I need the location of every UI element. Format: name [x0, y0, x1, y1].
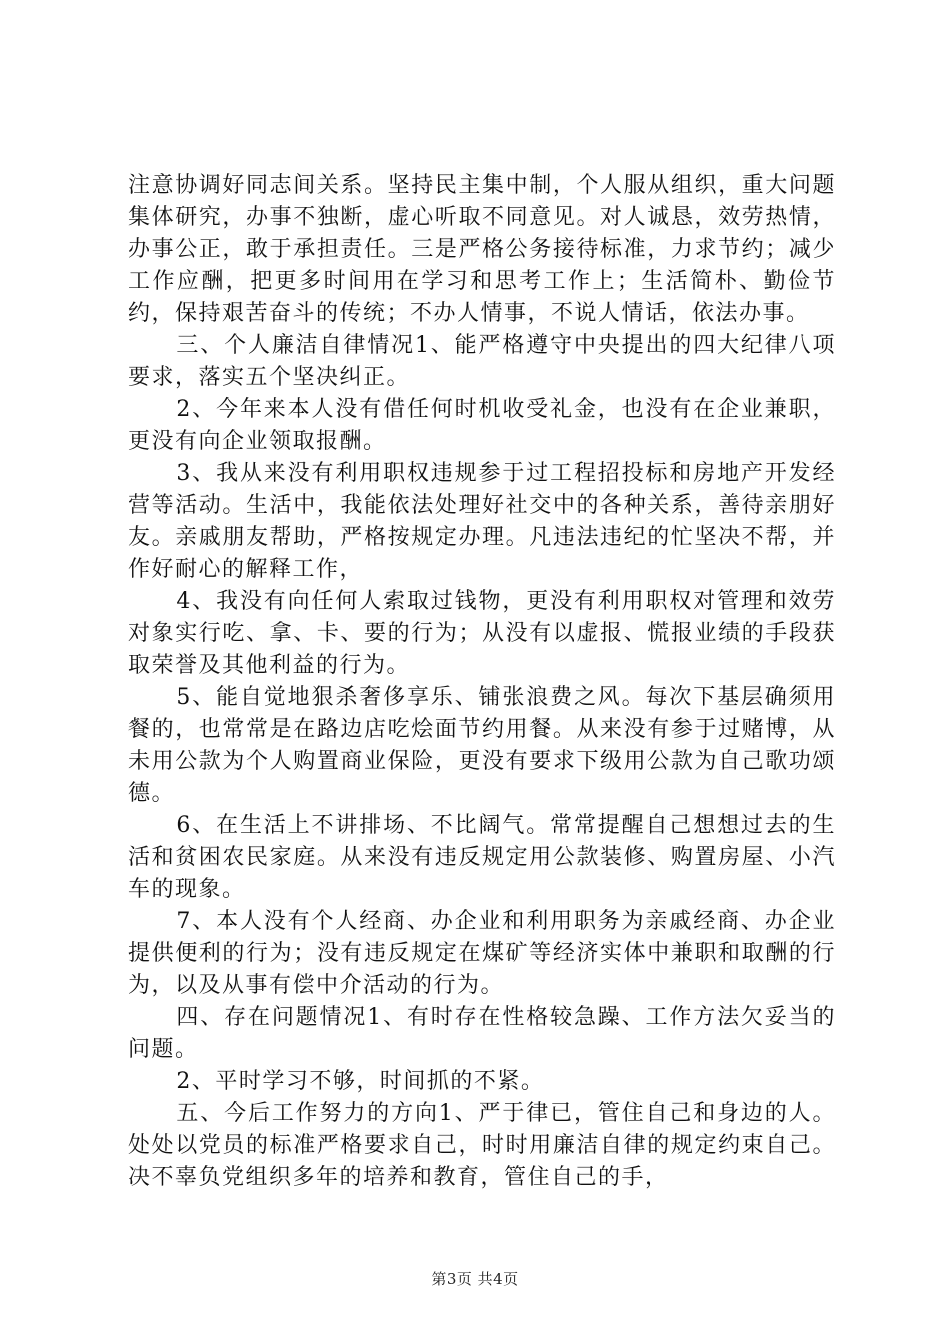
paragraph-item-3: 3、我从来没有利用职权违规参于过工程招投标和房地产开发经营等活动。生活中，我能依法处理好社交中的各种关系，善待亲朋好友。亲戚朋友帮助，严格按规定办理。凡违法违纪的忙坚决不帮，并作好耐心的解释工作，	[128, 461, 836, 582]
paragraph-item-4: 4、我没有向任何人索取过钱物，更没有利用职权对管理和效劳对象实行吃、拿、卡、要的行为；从没有以虚报、慌报业绩的手段获取荣誉及其他利益的行为。	[128, 589, 836, 678]
paragraph-item-7: 7、本人没有个人经商、办企业和利用职务为亲戚经商、办企业提供便利的行为；没有违反规定在煤矿等经济实体中兼职和取酬的行为，以及从事有偿中介活动的行为。	[128, 909, 836, 998]
paragraph-section-three: 三、个人廉洁自律情况1、能严格遵守中央提出的四大纪律八项要求，落实五个坚决纠正。	[128, 333, 836, 390]
document-body	[128, 170, 836, 1194]
paragraph-item-5: 5、能自觉地狠杀奢侈享乐、铺张浪费之风。每次下基层确须用餐的，也常常是在路边店吃烩面节约用餐。从来没有参于过赌博，从未用公款为个人购置商业保险，更没有要求下级用公款为自己歌功颂德。	[128, 685, 836, 806]
paragraph-section-five: 五、今后工作努力的方向1、严于律已，管住自己和身边的人。处处以党员的标准严格要求自己，时时用廉洁自律的规定约束自己。决不辜负党组织多年的培养和教育，管住自己的手，	[128, 1101, 836, 1190]
page-number-footer: 第3页 共4页	[431, 1270, 519, 1288]
paragraph-item-2: 2、今年来本人没有借任何时机收受礼金，也没有在企业兼职，更没有向企业领取报酬。	[128, 397, 836, 454]
paragraph-continuation: 注意协调好同志间关系。坚持民主集中制，个人服从组织，重大问题集体研究，办事不独断，虚心听取不同意见。对人诚恳，效劳热情，办事公正，敢于承担责任。三是严格公务接待标准，力求节约；减少工作应酬，把更多时间用在学习和思考工作上；生活简朴、勤俭节约，保持艰苦奋斗的传统；不办人情事，不说人情话，依法办事。	[128, 173, 836, 326]
paragraph-section-four: 四、存在问题情况1、有时存在性格较急躁、工作方法欠妥当的问题。	[128, 1005, 836, 1062]
paragraph-item-6: 6、在生活上不讲排场、不比阔气。常常提醒自己想想过去的生活和贫困农民家庭。从来没有违反规定用公款装修、购置房屋、小汽车的现象。	[128, 813, 836, 902]
paragraph-section-four-item-2: 2、平时学习不够，时间抓的不紧。	[176, 1069, 545, 1094]
